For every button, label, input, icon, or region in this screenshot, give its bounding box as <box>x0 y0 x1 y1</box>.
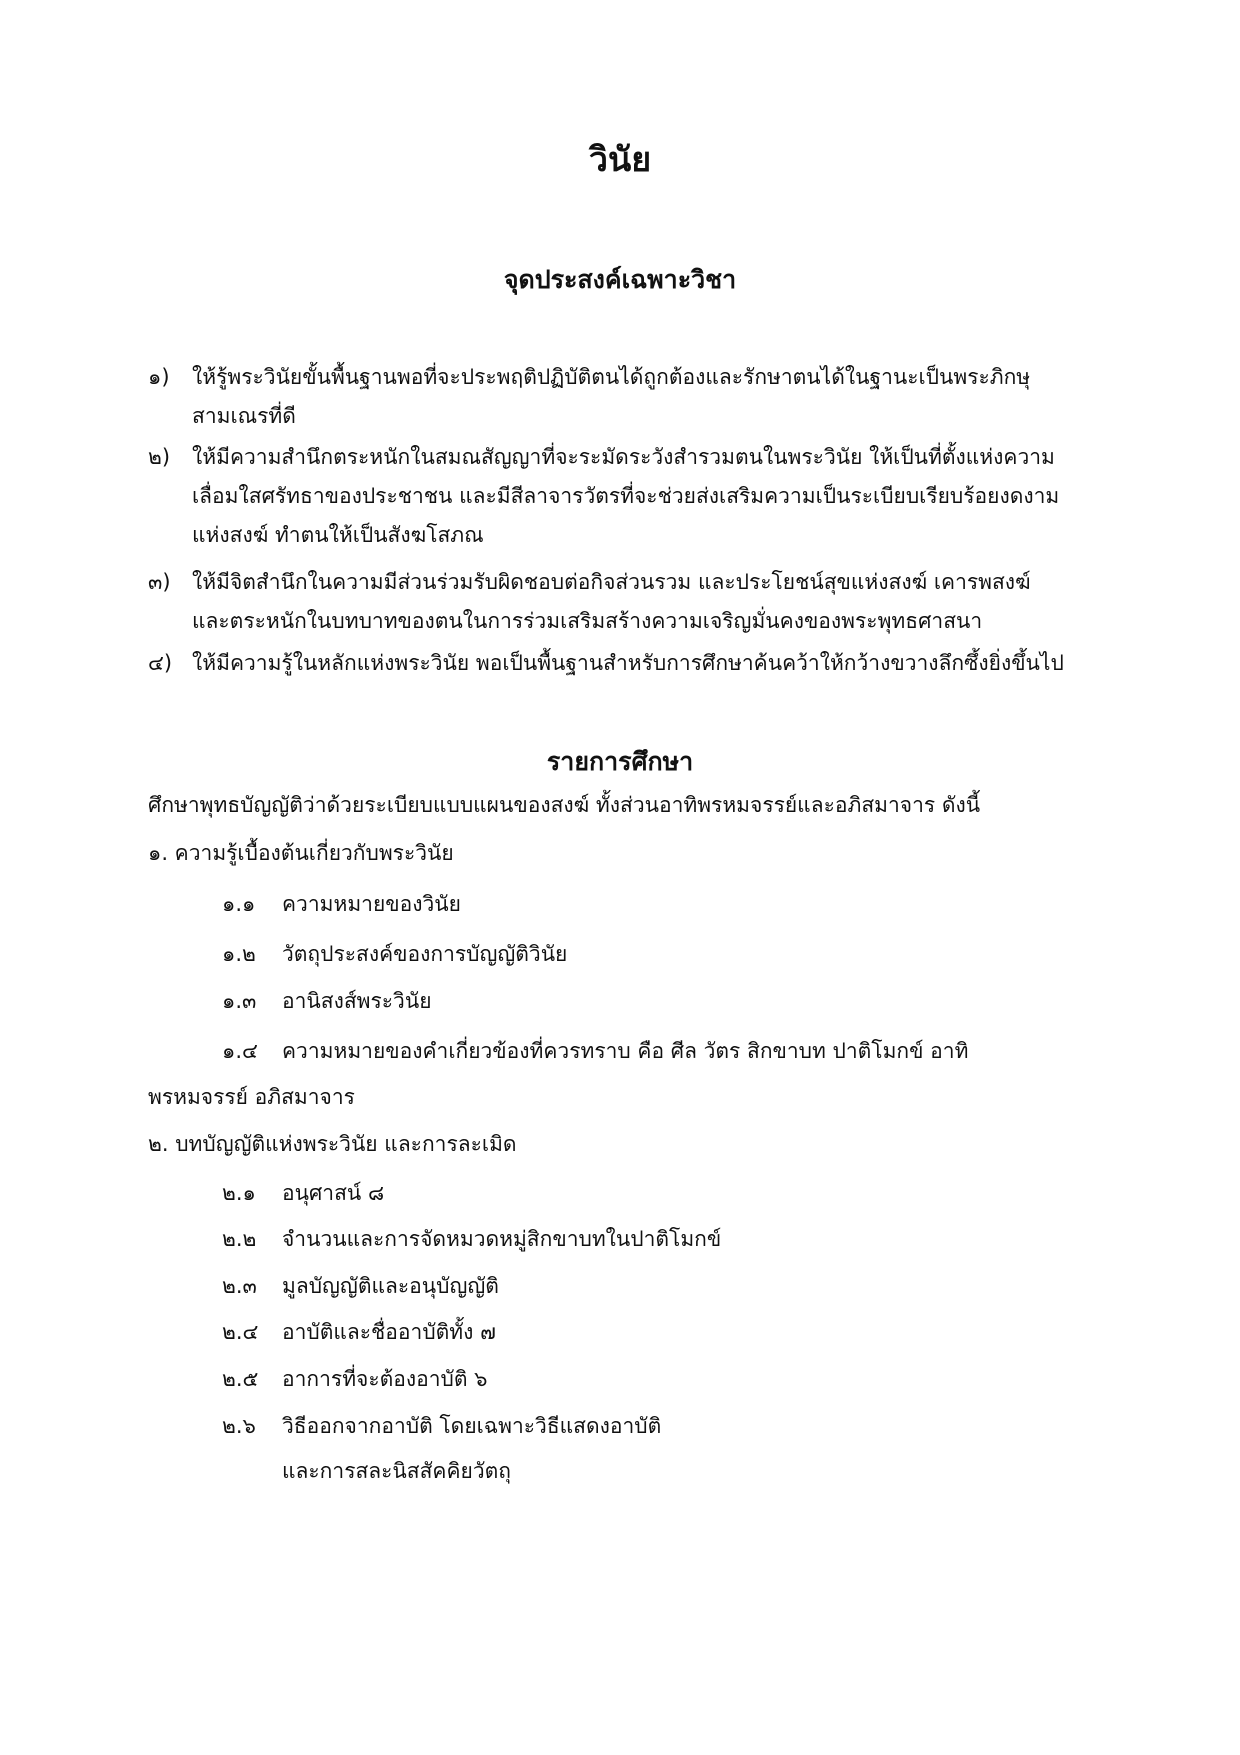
item-text-wrap: พรหมจรรย์ อภิสมาจาร <box>148 1085 355 1109</box>
item-text: มูลบัญญัติและอนุบัญญัติ <box>282 1274 499 1298</box>
objective-text: ให้มีความรู้ในหลักแห่งพระวินัย พอเป็นพื้นฐานสำหรับการศึกษาค้นคว้าให้กว้างขวางลึกซึ้งยิ่งขึ้นไป <box>192 651 1064 675</box>
item-text: ความหมายของวินัย <box>282 892 461 916</box>
objective-number: ๔) <box>148 651 173 675</box>
item-text: วัตถุประสงค์ของการบัญญัติวินัย <box>282 942 568 966</box>
objective-text-continuation: เลื่อมใสศรัทธาของประชาชน และมีสีลาจารวัตรที่จะช่วยส่งเสริมความเป็นระเบียบเรียบร้อยงดงาม <box>192 484 1060 508</box>
objective-number: ๓) <box>148 570 171 594</box>
item-text: อานิสงส์พระวินัย <box>282 989 432 1013</box>
study-list-heading: รายการศึกษา <box>546 747 694 776</box>
item-number: ๒.๔ <box>222 1320 259 1344</box>
item-number: ๒.๓ <box>222 1274 257 1298</box>
item-number: ๒.๒ <box>222 1227 257 1251</box>
item-text: วิธีออกจากอาบัติ โดยเฉพาะวิธีแสดงอาบัติ <box>282 1414 662 1438</box>
item-number: ๑.๒ <box>222 942 256 966</box>
item-text: อนุศาสน์ ๘ <box>282 1181 385 1205</box>
objective-text: ให้มีความสำนึกตระหนักในสมณสัญญาที่จะระมัดระวังสำรวมตนในพระวินัย ให้เป็นที่ตั้งแห่งความ <box>192 445 1055 469</box>
section-title: ๑. ความรู้เบื้องต้นเกี่ยวกับพระวินัย <box>148 841 454 865</box>
objective-text-continuation: แห่งสงฆ์ ทำตนให้เป็นสังฆโสภณ <box>192 523 484 547</box>
objective-text: ให้รู้พระวินัยขั้นพื้นฐานพอที่จะประพฤติปฏิบัติตนได้ถูกต้องและรักษาตนได้ในฐานะเป็นพระภิกษุ <box>192 365 1031 389</box>
objective-number: ๑) <box>148 365 170 389</box>
study-intro: ศึกษาพุทธบัญญัติว่าด้วยระเบียบแบบแผนของสงฆ์ ทั้งส่วนอาทิพรหมจรรย์และอภิสมาจาร ดังนี้ <box>148 793 981 817</box>
item-number: ๒.๑ <box>222 1181 256 1205</box>
item-number: ๑.๑ <box>222 892 256 916</box>
item-text: อาการที่จะต้องอาบัติ ๖ <box>282 1367 488 1391</box>
item-text: ความหมายของคำเกี่ยวข้องที่ควรทราบ คือ ศีล วัตร สิกขาบท ปาติโมกข์ อาทิ <box>282 1039 969 1063</box>
objective-text-continuation: สามเณรที่ดี <box>192 404 296 428</box>
item-text-continuation: และการสละนิสสัคคิยวัตถุ <box>282 1459 511 1483</box>
item-text: อาบัติและชื่ออาบัติทั้ง ๗ <box>282 1320 496 1344</box>
section-title: ๒. บทบัญญัติแห่งพระวินัย และการละเมิด <box>148 1132 517 1156</box>
objectives-heading: จุดประสงค์เฉพาะวิชา <box>503 265 737 294</box>
objective-text: ให้มีจิตสำนึกในความมีส่วนร่วมรับผิดชอบต่อกิจส่วนรวม และประโยชน์สุขแห่งสงฆ์ เคารพสงฆ์ <box>192 570 1031 594</box>
item-number: ๒.๖ <box>222 1414 256 1438</box>
objective-text-continuation: และตระหนักในบทบาทของตนในการร่วมเสริมสร้างความเจริญมั่นคงของพระพุทธศาสนา <box>192 609 983 633</box>
document-title: วินัย <box>588 140 652 180</box>
item-number: ๒.๕ <box>222 1367 259 1391</box>
item-number: ๑.๓ <box>222 989 257 1013</box>
item-text: จำนวนและการจัดหมวดหมู่สิกขาบทในปาติโมกข์ <box>282 1227 722 1251</box>
item-number: ๑.๔ <box>222 1039 258 1063</box>
objective-number: ๒) <box>148 445 171 469</box>
